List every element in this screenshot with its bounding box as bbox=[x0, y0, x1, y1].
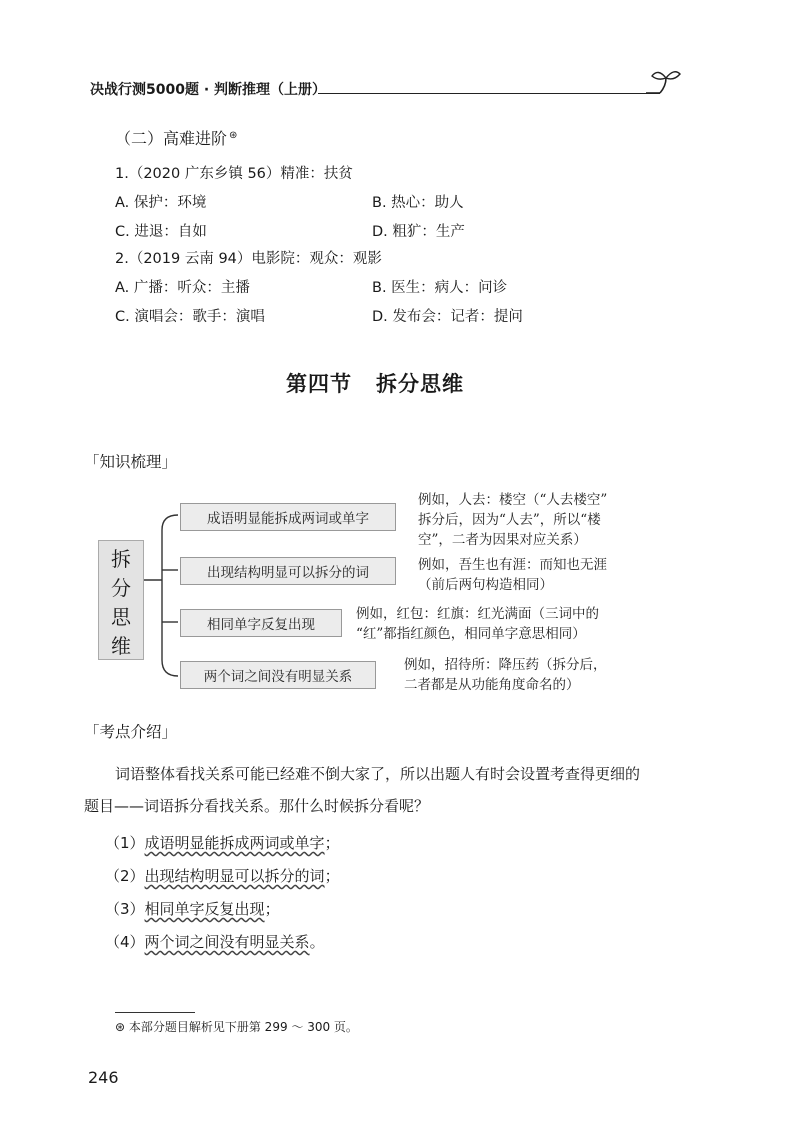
header-rule bbox=[318, 93, 660, 94]
chapter-heading: 第四节 拆分思维 bbox=[286, 372, 464, 396]
example-text: （前后两句构造相同） bbox=[418, 577, 553, 593]
mindmap-brace bbox=[140, 500, 185, 690]
footnote: ⊛ 本部分题目解析见下册第 299 ～ 300 页。 bbox=[115, 1020, 358, 1034]
example-text: 例如，人去：楼空（“人去楼空” bbox=[418, 492, 608, 508]
option-b: B. 热心：助人 bbox=[372, 195, 464, 211]
example-text: 例如，红包：红旗：红光满面（三词中的 bbox=[356, 606, 599, 622]
page-number: 246 bbox=[88, 1068, 119, 1087]
option-c: C. 进退：自如 bbox=[115, 224, 207, 240]
option-c: C. 演唱会：歌手：演唱 bbox=[115, 309, 265, 325]
example-text: 例如，吾生也有涯：而知也无涯 bbox=[418, 557, 607, 573]
list-item: （1）成语明显能拆成两词或单字； bbox=[105, 834, 340, 852]
intro-paragraph: 词语整体看找关系可能已经难不倒大家了，所以出题人有时会设置考查得更细的 bbox=[115, 765, 641, 783]
branch-box: 两个词之间没有明显关系 bbox=[180, 661, 376, 689]
option-d: D. 发布会：记者：提问 bbox=[372, 309, 523, 325]
branch-box: 成语明显能拆成两词或单字 bbox=[180, 503, 396, 531]
option-a: A. 广播：听众：主播 bbox=[115, 280, 250, 296]
question-stem: 2.（2019 云南 94）电影院：观众：观影 bbox=[115, 251, 382, 267]
question-stem: 1.（2020 广东乡镇 56）精准：扶贫 bbox=[115, 166, 353, 182]
sprout-icon bbox=[646, 64, 686, 104]
example-text: 二者都是从功能角度命名的） bbox=[404, 677, 580, 693]
list-item: （4）两个词之间没有明显关系。 bbox=[105, 933, 325, 951]
option-a: A. 保护：环境 bbox=[115, 195, 207, 211]
example-text: 例如，招待所：降压药（拆分后， bbox=[404, 657, 607, 673]
option-d: D. 粗犷：生产 bbox=[372, 224, 465, 240]
mindmap-center: 拆 分 思 维 bbox=[98, 540, 144, 660]
footnote-rule bbox=[115, 1012, 195, 1013]
branch-box: 出现结构明显可以拆分的词 bbox=[180, 557, 396, 585]
footnote-marker-icon: ⊛ bbox=[229, 129, 238, 141]
knowledge-heading: 「知识梳理」 bbox=[84, 453, 178, 471]
intro-heading: 「考点介绍」 bbox=[84, 723, 178, 741]
intro-paragraph: 题目——词语拆分看找关系。那什么时候拆分看呢？ bbox=[84, 797, 430, 815]
list-item: （3）相同单字反复出现； bbox=[105, 900, 280, 918]
example-text: “红”都指红颜色，相同单字意思相同） bbox=[356, 626, 586, 642]
list-item: （2）出现结构明显可以拆分的词； bbox=[105, 867, 340, 885]
example-text: 空”，二者为因果对应关系） bbox=[418, 532, 587, 548]
option-b: B. 医生：病人：问诊 bbox=[372, 280, 508, 296]
example-text: 拆分后，因为“人去”，所以“楼 bbox=[418, 512, 601, 528]
branch-box: 相同单字反复出现 bbox=[180, 609, 342, 637]
running-header: 决战行测5000题 · 判断推理（上册） bbox=[90, 82, 327, 98]
section-title: （二）高难进阶 ⊛ bbox=[115, 129, 238, 148]
